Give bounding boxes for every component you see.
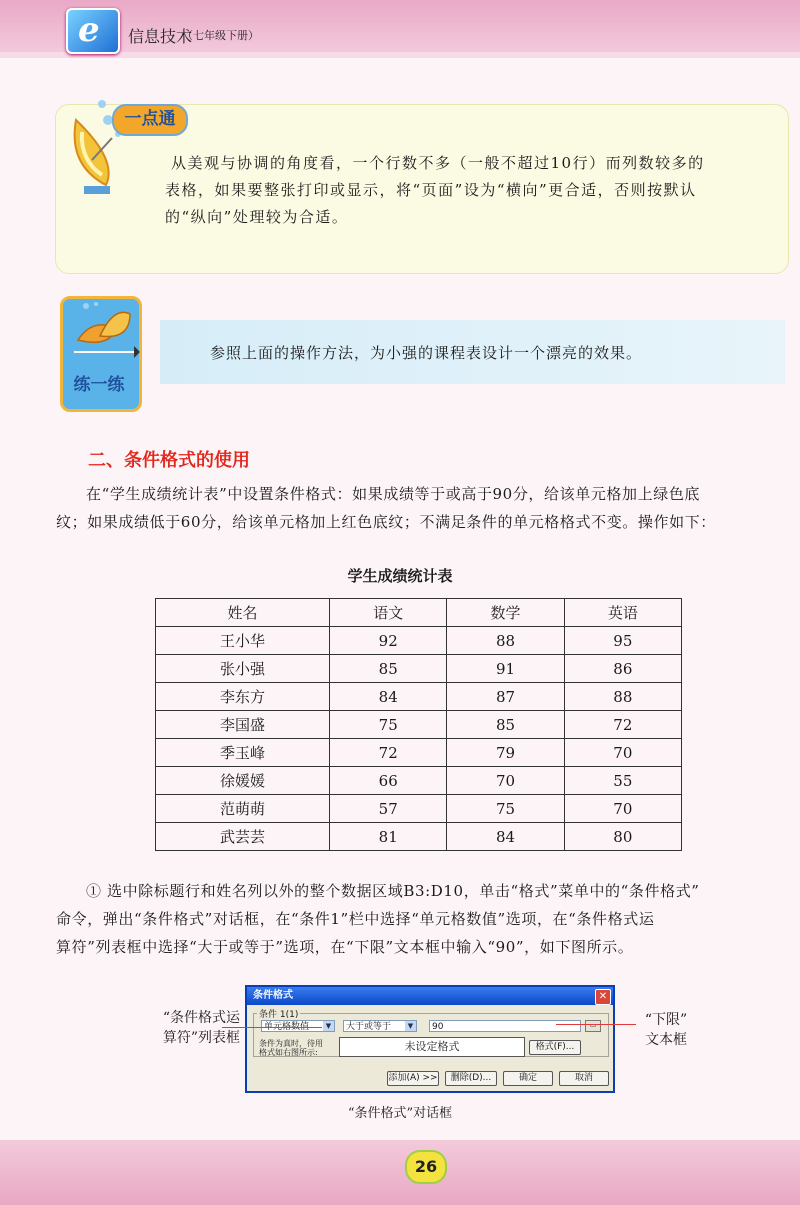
header-band (0, 0, 800, 52)
callout-operator (140, 1008, 240, 1048)
cell: 王小华 (156, 627, 330, 655)
table-row (156, 683, 682, 711)
cell: 85 (330, 655, 447, 683)
cell: 66 (330, 767, 447, 795)
field-type-select[interactable] (261, 1020, 335, 1032)
col-header: 英语 (564, 599, 681, 627)
col-header: 姓名 (156, 599, 330, 627)
cell: 87 (447, 683, 564, 711)
callout-lower-limit (636, 1010, 696, 1050)
ok-button[interactable]: 确定 (503, 1071, 553, 1086)
book-title: 信息技术 (128, 27, 193, 46)
dialog-title-bar (247, 987, 613, 1005)
step1-line: ① 选中除标题行和姓名列以外的整个数据区域B3:D10，单击“格式”菜单中的“条件格式” (86, 882, 700, 900)
callout-leader-right (556, 1024, 636, 1025)
table-row (156, 795, 682, 823)
tip-line: 从美观与协调的角度看，一个行数不多（一般不超过10行）而列数较多的 (171, 154, 705, 172)
cell: 57 (330, 795, 447, 823)
cell: 徐媛媛 (156, 767, 330, 795)
table-row (156, 627, 682, 655)
operator-value: 大于或等于 (346, 1022, 392, 1032)
table-row (156, 739, 682, 767)
chevron-down-icon: ▼ (405, 1021, 416, 1031)
header-band-edge (0, 52, 800, 58)
step1-line: 命令，弹出“条件格式”对话框，在“条件1”栏中选择“单元格数值”选项，在“条件格式运 (56, 910, 655, 928)
delete-button[interactable]: 删除(D)... (445, 1071, 497, 1086)
callout-line: 算符”列表框 (162, 1030, 240, 1046)
callout-line: 文本框 (645, 1032, 687, 1048)
footer-band (0, 1140, 800, 1205)
intro-line: 纹；如果成绩低于60分，给该单元格加上红色底纹；不满足条件的单元格格式不变。操作如下： (56, 513, 716, 531)
cell: 88 (564, 683, 681, 711)
condition-group-label: 条件 1(1) (257, 1007, 300, 1020)
lower-limit-input[interactable]: 90 (429, 1020, 581, 1032)
callout-leader-left (222, 1027, 322, 1028)
cell: 李东方 (156, 683, 330, 711)
col-header: 语文 (330, 599, 447, 627)
callout-line: “条件格式运 (162, 1010, 240, 1026)
dialog-title: 条件格式 (253, 990, 293, 1001)
step1-text (56, 877, 786, 961)
table-row (156, 655, 682, 683)
tip-badge: 一点通 (112, 104, 188, 136)
dialog-caption: “条件格式”对话框 (347, 1106, 453, 1121)
cell: 80 (564, 823, 681, 851)
cancel-button[interactable]: 取消 (559, 1071, 609, 1086)
cell: 86 (564, 655, 681, 683)
add-button[interactable]: 添加(A) >> (387, 1071, 439, 1086)
cell: 55 (564, 767, 681, 795)
hint-line: 格式如右图所示: (259, 1048, 318, 1057)
cell: 季玉峰 (156, 739, 330, 767)
operator-select[interactable] (343, 1020, 417, 1032)
col-header: 数学 (447, 599, 564, 627)
fish-icon (70, 300, 140, 362)
practice-label: 练一练 (73, 375, 125, 395)
cell: 李国盛 (156, 711, 330, 739)
intro-line: 在“学生成绩统计表”中设置条件格式：如果成绩等于或高于90分，给该单元格加上绿色底 (86, 485, 701, 503)
grades-table (155, 598, 682, 851)
cell: 72 (564, 711, 681, 739)
cell: 92 (330, 627, 447, 655)
table-header-row (156, 599, 682, 627)
table-row (156, 767, 682, 795)
section-intro (56, 480, 786, 536)
book-logo-icon: e (66, 8, 120, 54)
cell: 79 (447, 739, 564, 767)
cell: 张小强 (156, 655, 330, 683)
cell: 91 (447, 655, 564, 683)
table-row (156, 823, 682, 851)
format-preview: 未设定格式 (339, 1037, 525, 1057)
cell: 85 (447, 711, 564, 739)
cell: 70 (564, 739, 681, 767)
field-type-value: 单元格数值 (264, 1022, 310, 1032)
section-title: 二、条件格式的使用 (88, 450, 250, 471)
cell: 95 (564, 627, 681, 655)
cell: 81 (330, 823, 447, 851)
table-row (156, 711, 682, 739)
cell: 84 (447, 823, 564, 851)
format-button[interactable]: 格式(F)... (529, 1040, 581, 1055)
book-subtitle: （七年级下册） (182, 29, 259, 42)
tip-line: 的“纵向”处理较为合适。 (165, 208, 349, 226)
cell: 武芸芸 (156, 823, 330, 851)
cell: 72 (330, 739, 447, 767)
conditional-format-dialog (245, 985, 615, 1093)
cell: 70 (564, 795, 681, 823)
cell: 84 (330, 683, 447, 711)
cell: 70 (447, 767, 564, 795)
close-icon[interactable]: ✕ (595, 989, 611, 1005)
cell: 88 (447, 627, 564, 655)
cell: 75 (330, 711, 447, 739)
table-title: 学生成绩统计表 (347, 567, 453, 585)
page-number: 26 (405, 1150, 447, 1184)
chevron-down-icon: ▼ (323, 1021, 334, 1031)
tip-line: 表格，如果要整张打印或显示，将“页面”设为“横向”更合适，否则按默认 (165, 181, 697, 199)
cell: 范萌萌 (156, 795, 330, 823)
step1-line: 算符”列表框中选择“大于或等于”选项，在“下限”文本框中输入“90”，如下图所示。 (56, 938, 634, 956)
practice-text: 参照上面的操作方法，为小强的课程表设计一个漂亮的效果。 (210, 344, 643, 362)
callout-line: “下限” (644, 1012, 688, 1028)
cell: 75 (447, 795, 564, 823)
range-select-icon[interactable]: ▭ (585, 1020, 601, 1032)
hint-text (259, 1039, 323, 1057)
tip-text (165, 150, 753, 231)
hint-line: 条件为真时，待用 (259, 1039, 323, 1048)
